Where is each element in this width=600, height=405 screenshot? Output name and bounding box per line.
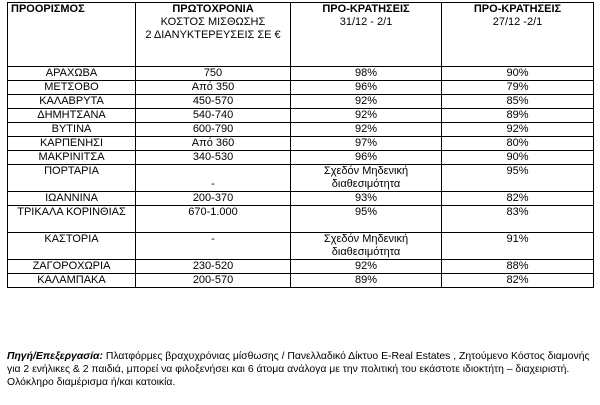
cell-reservation-2: 92% <box>442 123 594 137</box>
cell-destination: ΚΑΣΤΟΡΙΑ <box>8 233 136 260</box>
source-note <box>7 350 595 389</box>
cell-destination: ΠΟΡΤΑΡΙΑ <box>8 165 136 192</box>
cell-destination: ΚΑΛΑΒΡΥΤΑ <box>8 95 136 109</box>
cell-reservation-1: 92% <box>291 95 442 109</box>
cell-cost: 540-740 <box>136 109 291 123</box>
cell-reservation-1: 89% <box>291 274 442 288</box>
cell-reservation-2: 90% <box>442 151 594 165</box>
cell-cost: - <box>136 165 291 192</box>
cell-reservation-1: 92% <box>291 123 442 137</box>
table-row <box>8 260 594 274</box>
cell-cost: Από 350 <box>136 81 291 95</box>
cell-destination: ΑΡΑΧΩΒΑ <box>8 67 136 81</box>
header-res2-dates: 27/12 -2/1 <box>492 16 543 28</box>
header-res1-title: ΠΡΟ-ΚΡΑΤΗΣΕΙΣ <box>322 3 410 15</box>
header-newyear-cost <box>136 3 291 67</box>
cell-reservation-1: Σχεδόν Μηδενική διαθεσιμότητα <box>291 165 442 192</box>
source-label: Πηγή/Επεξεργασία: <box>7 351 103 362</box>
source-text: Πλατφόρμες βραχυχρόνιας μίσθωσης / Πανελλαδικό Δίκτυο E-Real Estates , Ζητούμενο Κόστος διαμονής για 2 ενήλικες & 2 παιδιά, μπορεί να φιλοξενήσει και 6 άτομα ανάλογα με την πολιτική του εκάστοτε ιδιοκτήτη – διαχειριστή. Ολόκληρο διαμέρισμα ή/και κατοικία. <box>7 351 590 388</box>
cell-cost: 600-790 <box>136 123 291 137</box>
cell-cost: 200-370 <box>136 192 291 206</box>
cell-cost: - <box>136 233 291 260</box>
table-row <box>8 81 594 95</box>
cell-cost: 200-570 <box>136 274 291 288</box>
table-row <box>8 123 594 137</box>
table-row <box>8 137 594 151</box>
cell-reservation-1: 98% <box>291 67 442 81</box>
header-res2-title: ΠΡΟ-ΚΡΑΤΗΣΕΙΣ <box>473 3 562 15</box>
cell-cost: 230-520 <box>136 260 291 274</box>
cell-reservation-1: 96% <box>291 81 442 95</box>
cell-reservation-1: 92% <box>291 260 442 274</box>
cell-reservation-2: 91% <box>442 233 594 260</box>
cell-reservation-1: 92% <box>291 109 442 123</box>
header-res1-dates: 31/12 - 2/1 <box>339 16 393 28</box>
cell-destination: ΤΡΙΚΑΛΑ ΚΟΡΙΝΘΙΑΣ <box>8 206 136 233</box>
cell-reservation-2: 83% <box>442 206 594 233</box>
table-row <box>8 109 594 123</box>
cell-reservation-2: 95% <box>442 165 594 192</box>
table-row <box>8 151 594 165</box>
cell-reservation-1: 96% <box>291 151 442 165</box>
cell-cost: 670-1.000 <box>136 206 291 233</box>
cell-destination: ΚΑΡΠΕΝΗΣΙ <box>8 137 136 151</box>
table-row <box>8 233 594 260</box>
cell-cost: Από 360 <box>136 137 291 151</box>
table-row <box>8 165 594 192</box>
cell-reservation-1: 97% <box>291 137 442 151</box>
table-row <box>8 192 594 206</box>
cell-cost: 450-570 <box>136 95 291 109</box>
cell-reservation-1: Σχεδόν Μηδενική διαθεσιμότητα <box>291 233 442 260</box>
cell-cost: 340-530 <box>136 151 291 165</box>
header-reservations-1 <box>291 3 442 67</box>
cell-reservation-2: 88% <box>442 260 594 274</box>
cell-reservation-2: 79% <box>442 81 594 95</box>
header-destination: ΠΡΟΟΡΙΣΜΟΣ <box>8 3 136 67</box>
table-row <box>8 95 594 109</box>
cell-reservation-2: 85% <box>442 95 594 109</box>
cell-reservation-2: 82% <box>442 192 594 206</box>
cell-reservation-1: 95% <box>291 206 442 233</box>
cell-destination: ΙΩΑΝΝΙΝΑ <box>8 192 136 206</box>
cell-reservation-2: 89% <box>442 109 594 123</box>
cell-reservation-2: 90% <box>442 67 594 81</box>
cell-destination: ΔΗΜΗΤΣΑΝΑ <box>8 109 136 123</box>
header-newyear-sub2: 2 ΔΙΑΝΥΚΤΕΡΕΥΣΕΙΣ ΣΕ € <box>145 29 281 41</box>
cell-destination: ΜΑΚΡΙΝΙΤΣΑ <box>8 151 136 165</box>
cell-destination: ΒΥΤΙΝΑ <box>8 123 136 137</box>
cell-destination: ΖΑΓΟΡΟΧΩΡΙΑ <box>8 260 136 274</box>
reservations-table <box>7 2 594 288</box>
header-newyear-sub1: ΚΟΣΤΟΣ ΜΙΣΘΩΣΗΣ <box>160 16 266 28</box>
table-row <box>8 67 594 81</box>
table-row <box>8 206 594 233</box>
header-reservations-2 <box>442 3 594 67</box>
header-newyear-title: ΠΡΩΤΟΧΡΟΝΙΑ <box>172 3 254 15</box>
cell-cost: 750 <box>136 67 291 81</box>
cell-destination: ΜΕΤΣΟΒΟ <box>8 81 136 95</box>
cell-reservation-1: 93% <box>291 192 442 206</box>
cell-reservation-2: 82% <box>442 274 594 288</box>
cell-reservation-2: 80% <box>442 137 594 151</box>
table-row <box>8 274 594 288</box>
cell-destination: ΚΑΛΑΜΠΑΚΑ <box>8 274 136 288</box>
header-row <box>8 3 594 67</box>
